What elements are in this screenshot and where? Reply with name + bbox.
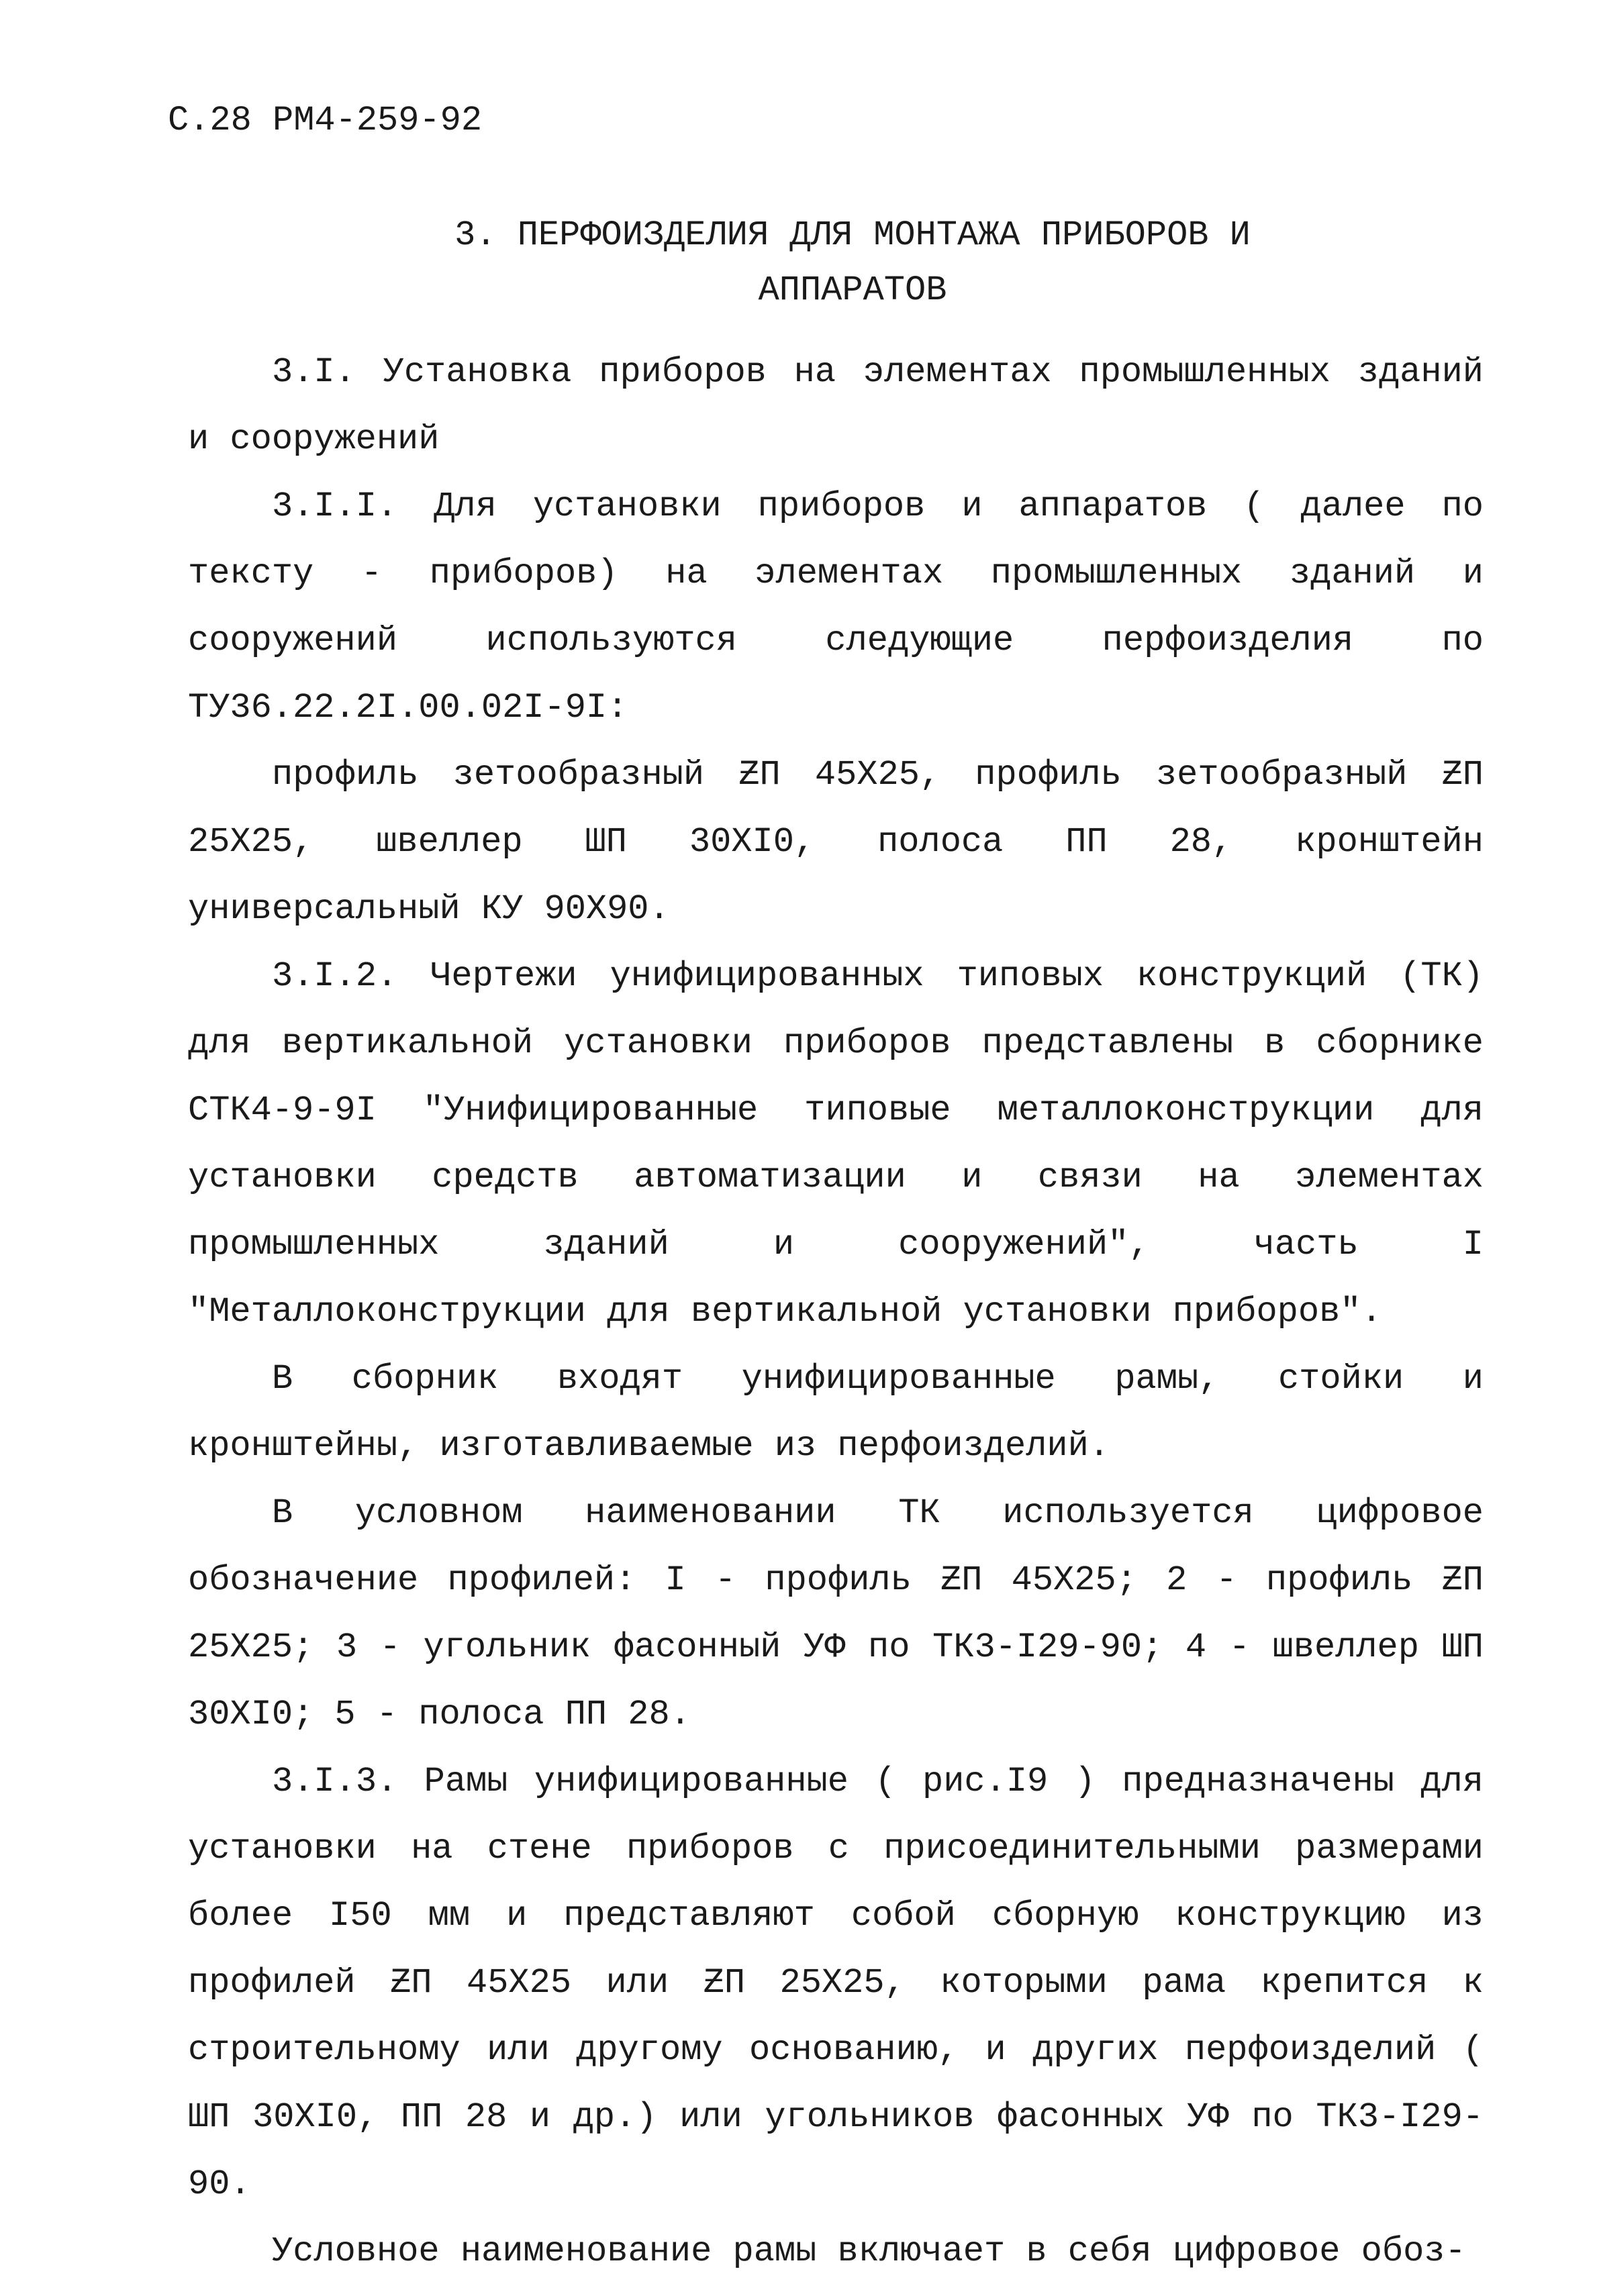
paragraph-frame-designation: Условное наименование рамы включает в себя цифровое обоз- <box>272 2232 1466 2271</box>
section-title <box>168 208 1443 318</box>
paragraph-3-1-3: 3.I.3. Рамы унифицированные ( рис.I9 ) предназначены для установки на стене приборов с присоединительными размерами более I50 мм и представляют собой сборную конструкцию из профилей ƵП 45Х25 или ƵП 25Х25, которыми рама крепится к строительному или другому основанию, и других перфоизделий ( ШП 30ХI0, ПП 28 и др.) или угольников фасонных УФ по ТК3-I29-90. <box>188 1762 1484 2204</box>
paragraph-3-1: 3.I. Установка приборов на элементах промышленных зданий и сооружений <box>188 352 1484 459</box>
paragraph-collection-contents: В сборник входят унифицированные рамы, стойки и кронштейны, изготавливаемые из перфоизделий. <box>188 1359 1484 1466</box>
section-title-line-2: АППАРАТОВ <box>758 270 947 310</box>
section-title-line-1: 3. ПЕРФОИЗДЕЛИЯ ДЛЯ МОНТАЖА ПРИБОРОВ И <box>454 215 1251 255</box>
paragraph-3-1-1: 3.I.I. Для установки приборов и аппаратов ( далее по тексту - приборов) на элементах промышленных зданий и сооружений используются следующие перфоизделия по ТУ36.22.2I.00.02I-9I: <box>188 487 1484 728</box>
paragraph-profile-list: профиль зетообразный ƵП 45Х25, профиль зетообразный ƵП 25Х25, швеллер ШП 30ХI0, полоса ПП 28, кронштейн универсальный КУ 90Х90. <box>188 755 1484 929</box>
paragraph-3-1-2: 3.I.2. Чертежи унифицированных типовых конструкций (ТК) для вертикальной установки приборов представлены в сборнике СТК4-9-9I "Унифицированные типовые металлоконструкции для установки средств автоматизации и связи на элементах промышленных зданий и сооружений", часть I "Металлоконструкции для вертикальной установки приборов". <box>188 956 1484 1332</box>
document-body <box>188 339 1484 2285</box>
page-header: С.28 РМ4-259-92 <box>168 101 483 140</box>
paragraph-profile-codes: В условном наименовании ТК используется цифровое обозначение профилей: I - профиль ƵП 45Х25; 2 - профиль ƵП 25Х25; 3 - угольник фасонный УФ по ТК3-I29-90; 4 - швеллер ШП 30ХI0; 5 - полоса ПП 28. <box>188 1493 1484 1734</box>
